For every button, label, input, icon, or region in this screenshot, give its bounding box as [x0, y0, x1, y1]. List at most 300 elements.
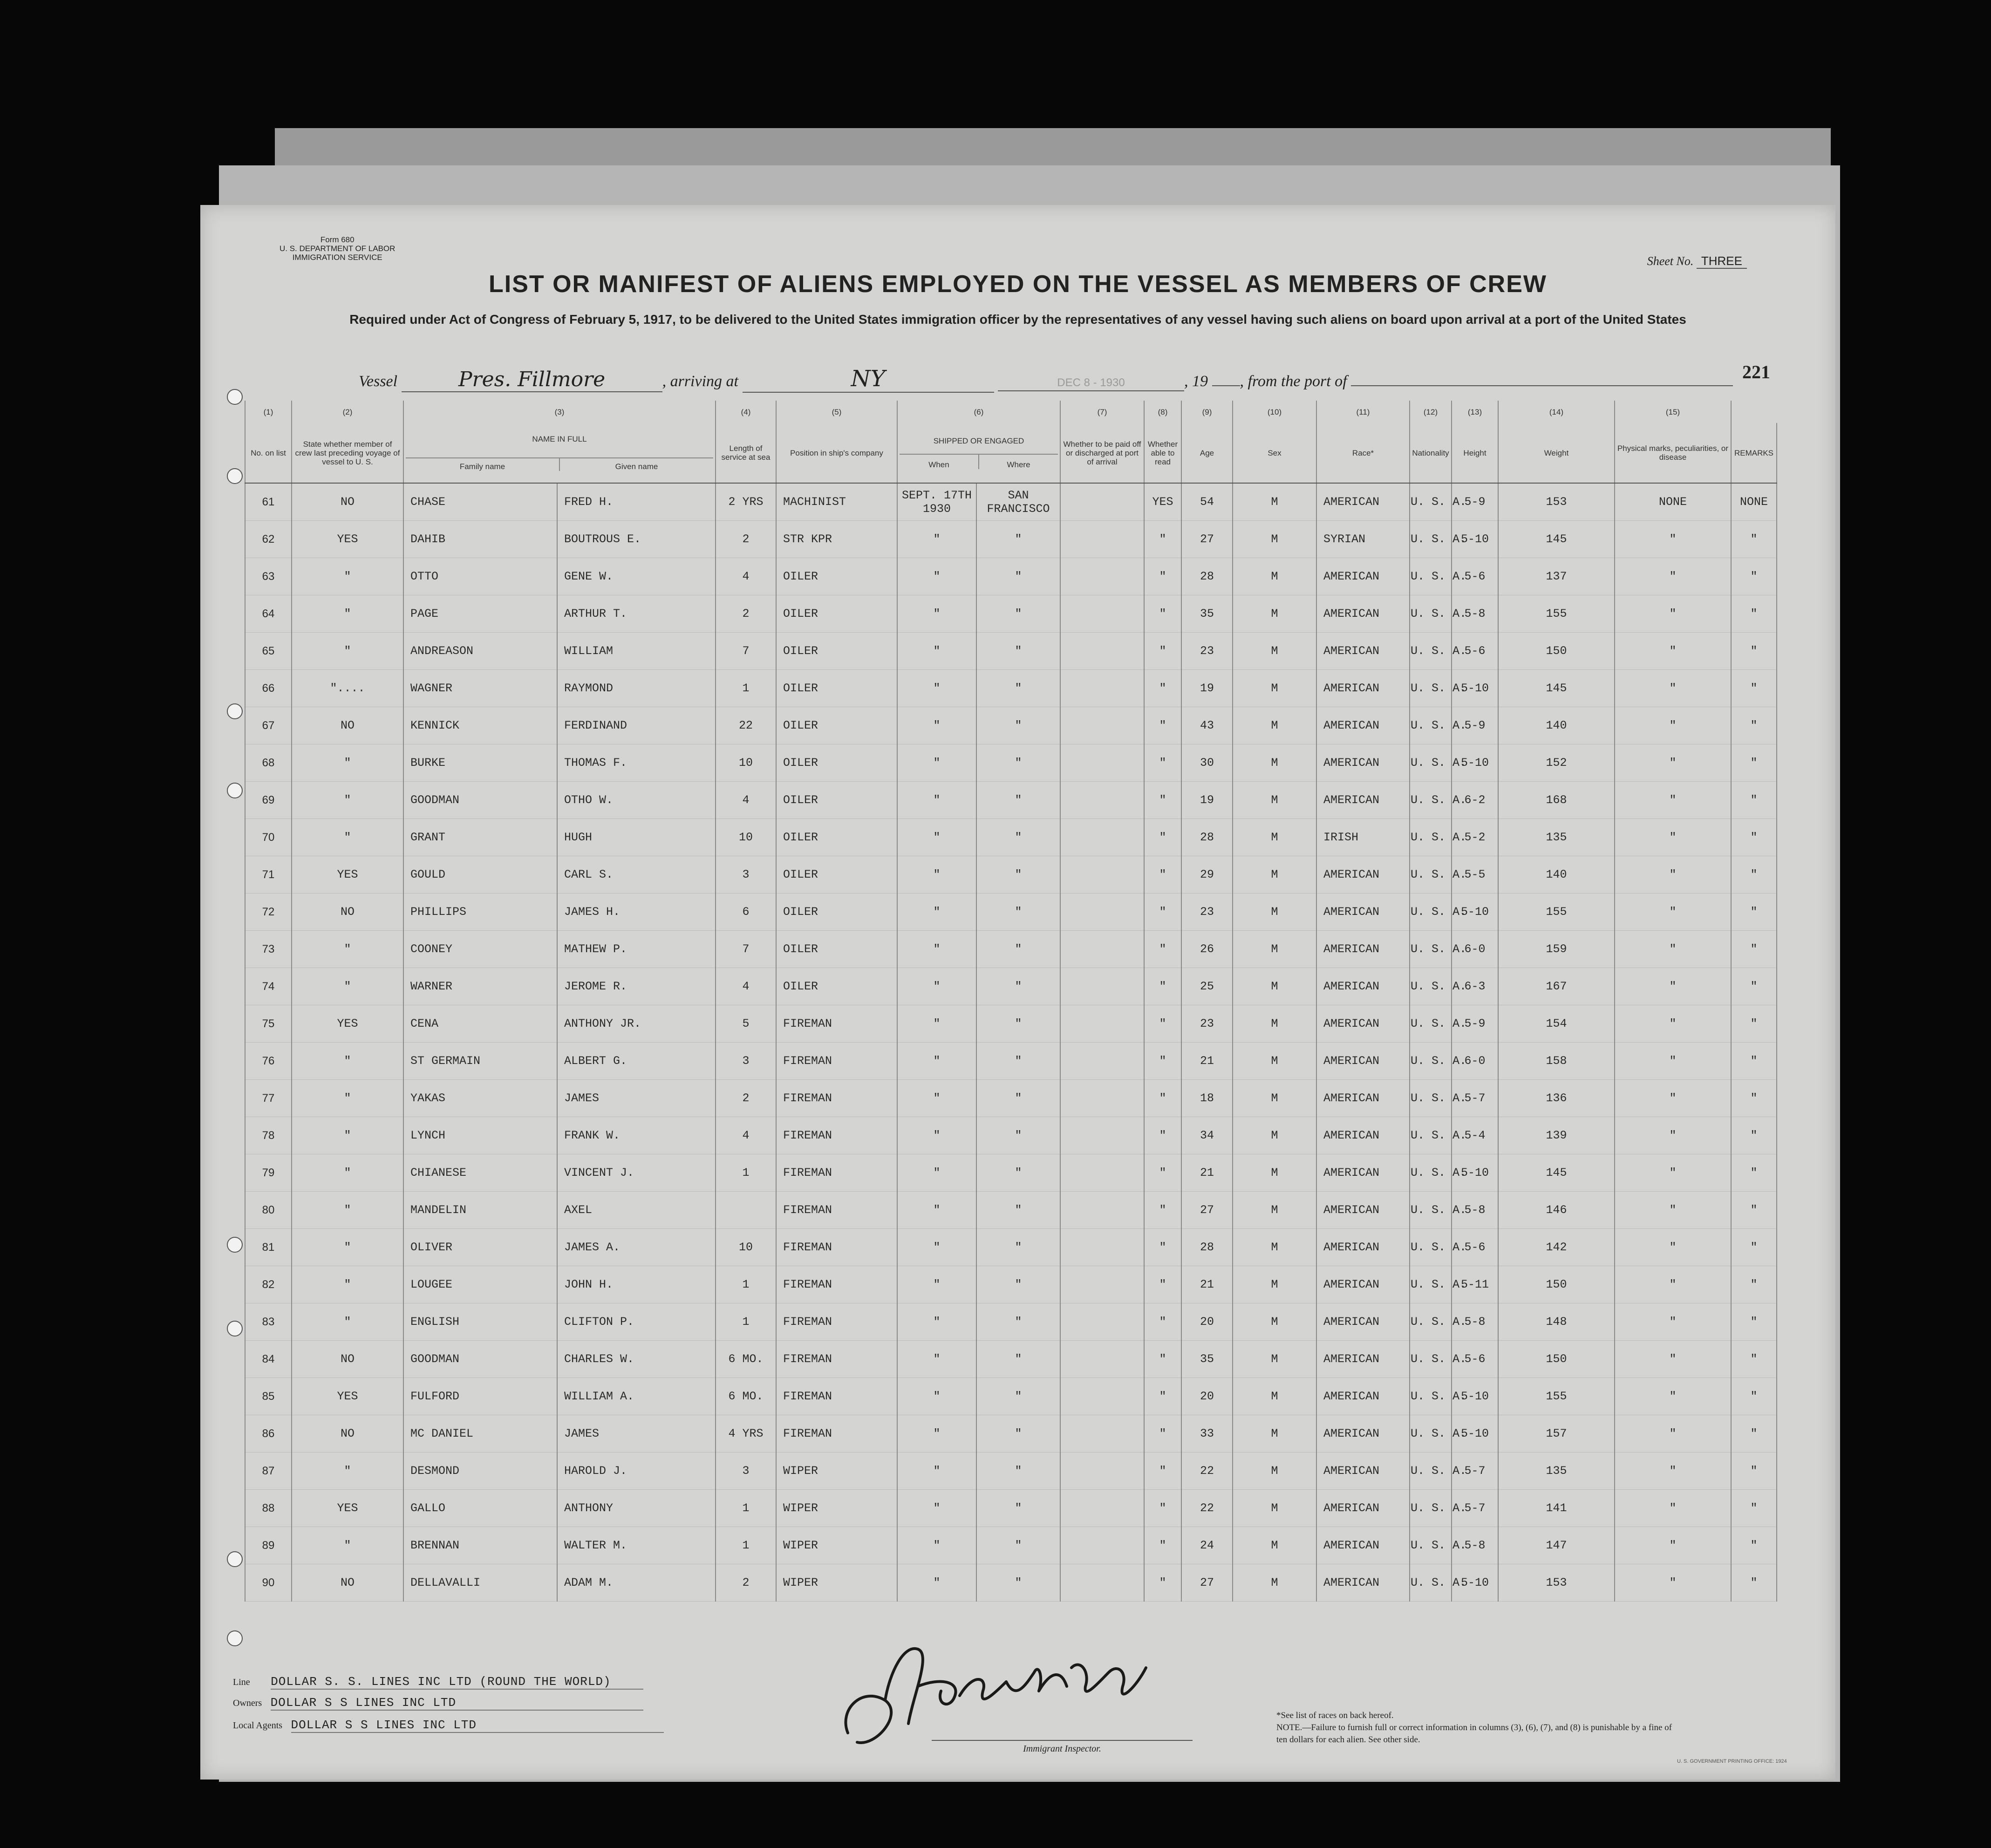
age-cell: 28	[1181, 558, 1233, 595]
nationality-cell: U. S. A.	[1410, 1527, 1452, 1564]
shipped-where-cell: "	[976, 1341, 1060, 1378]
shipped-where-cell: "	[976, 1303, 1060, 1341]
col-num-14: (14)	[1498, 401, 1615, 423]
vessel-line	[359, 366, 1733, 393]
length-of-service-cell: 3	[716, 856, 776, 893]
age-cell: 25	[1181, 968, 1233, 1005]
owners-label: Owners	[233, 1698, 262, 1708]
remarks-cell: "	[1731, 1266, 1777, 1303]
paid-off-cell	[1060, 819, 1144, 856]
family-name-cell: CENA	[403, 1005, 557, 1043]
length-of-service-cell: 4	[716, 1117, 776, 1154]
race-cell: AMERICAN	[1316, 856, 1410, 893]
height-cell: 5-9	[1452, 483, 1498, 521]
service: IMMIGRATION SERVICE	[292, 253, 382, 262]
shipped-where-cell: "	[976, 856, 1060, 893]
sex-cell: M	[1233, 1080, 1316, 1117]
family-name-cell: GRANT	[403, 819, 557, 856]
column-header-row	[245, 423, 1777, 483]
shipped-when-cell: "	[897, 744, 976, 782]
position-cell: WIPER	[776, 1564, 897, 1602]
age-cell: 26	[1181, 931, 1233, 968]
vessel-label: Vessel	[359, 373, 398, 390]
race-cell: AMERICAN	[1316, 1564, 1410, 1602]
list-number-cell: 75	[245, 1005, 292, 1043]
remarks-cell: NONE	[1731, 483, 1777, 521]
given-name-cell: WILLIAM	[557, 633, 716, 670]
family-name-cell: CHASE	[403, 483, 557, 521]
physical-marks-cell: "	[1615, 782, 1731, 819]
shipped-where-cell: "	[976, 1229, 1060, 1266]
length-of-service-cell: 6 MO.	[716, 1341, 776, 1378]
list-number-cell: 62	[245, 521, 292, 558]
shipped-when-cell: "	[897, 1266, 976, 1303]
shipped-when-cell: "	[897, 968, 976, 1005]
age-cell: 22	[1181, 1452, 1233, 1490]
paid-off-cell	[1060, 744, 1144, 782]
shipped-where-cell: "	[976, 1527, 1060, 1564]
shipped-where-cell: "	[976, 1117, 1060, 1154]
physical-marks-cell: "	[1615, 1154, 1731, 1192]
paid-off-cell	[1060, 1303, 1144, 1341]
shipped-when-cell: "	[897, 1080, 976, 1117]
paid-off-cell	[1060, 1229, 1144, 1266]
header-height: Height	[1452, 423, 1498, 483]
shipped-when-cell: "	[897, 1229, 976, 1266]
height-cell: 5-10	[1452, 1378, 1498, 1415]
col-num-1: (1)	[245, 401, 292, 423]
shipped-where-cell: "	[976, 1490, 1060, 1527]
form-identifier	[280, 235, 395, 262]
paid-off-cell	[1060, 1490, 1144, 1527]
member-previous-cell: YES	[292, 856, 403, 893]
physical-marks-cell: "	[1615, 1303, 1731, 1341]
sex-cell: M	[1233, 633, 1316, 670]
weight-cell: 145	[1498, 1154, 1615, 1192]
height-cell: 6-0	[1452, 1043, 1498, 1080]
nationality-cell: U. S. A.	[1410, 1154, 1452, 1192]
header-when: When	[928, 460, 949, 469]
list-number-cell: 67	[245, 707, 292, 744]
given-name-cell: BOUTROUS E.	[557, 521, 716, 558]
table-row	[245, 483, 1777, 521]
remarks-cell: "	[1731, 595, 1777, 633]
list-number-cell: 73	[245, 931, 292, 968]
position-cell: OILER	[776, 856, 897, 893]
weight-cell: 152	[1498, 744, 1615, 782]
col-num-12: (12)	[1410, 401, 1452, 423]
physical-marks-cell: NONE	[1615, 483, 1731, 521]
position-cell: WIPER	[776, 1527, 897, 1564]
header-length-service: Length of service at sea	[716, 423, 776, 483]
position-cell: OILER	[776, 782, 897, 819]
height-cell: 5-10	[1452, 521, 1498, 558]
given-name-cell: WALTER M.	[557, 1527, 716, 1564]
age-cell: 28	[1181, 819, 1233, 856]
paid-off-cell	[1060, 782, 1144, 819]
remarks-cell: "	[1731, 1452, 1777, 1490]
line-label: Line	[233, 1677, 250, 1687]
height-cell: 5-9	[1452, 1005, 1498, 1043]
paid-off-cell	[1060, 1415, 1144, 1452]
physical-marks-cell: "	[1615, 931, 1731, 968]
height-cell: 6-0	[1452, 931, 1498, 968]
shipped-where-cell: "	[976, 558, 1060, 595]
height-cell: 5-11	[1452, 1266, 1498, 1303]
weight-cell: 145	[1498, 521, 1615, 558]
from-label: , from the port of	[1240, 373, 1347, 390]
length-of-service-cell: 4 YRS	[716, 1415, 776, 1452]
race-cell: AMERICAN	[1316, 1452, 1410, 1490]
paid-off-cell	[1060, 1154, 1144, 1192]
remarks-cell: "	[1731, 670, 1777, 707]
race-cell: IRISH	[1316, 819, 1410, 856]
height-cell: 5-10	[1452, 744, 1498, 782]
able-to-read-cell: "	[1144, 856, 1181, 893]
nationality-cell: U. S. A.	[1410, 521, 1452, 558]
length-of-service-cell: 1	[716, 1303, 776, 1341]
physical-marks-cell: "	[1615, 1527, 1731, 1564]
able-to-read-cell: "	[1144, 595, 1181, 633]
col-num-6: (6)	[897, 401, 1060, 423]
height-cell: 5-10	[1452, 1154, 1498, 1192]
race-cell: SYRIAN	[1316, 521, 1410, 558]
given-name-cell: JEROME R.	[557, 968, 716, 1005]
sex-cell: M	[1233, 1452, 1316, 1490]
given-name-cell: FRANK W.	[557, 1117, 716, 1154]
position-cell: FIREMAN	[776, 1415, 897, 1452]
binder-hole	[227, 1237, 243, 1253]
shipped-when-cell: "	[897, 1303, 976, 1341]
list-number-cell: 82	[245, 1266, 292, 1303]
list-number-cell: 68	[245, 744, 292, 782]
col-num-8: (8)	[1144, 401, 1181, 423]
race-cell: AMERICAN	[1316, 1005, 1410, 1043]
shipped-when-cell: "	[897, 1415, 976, 1452]
header-sex: Sex	[1233, 423, 1316, 483]
list-number-cell: 85	[245, 1378, 292, 1415]
race-cell: AMERICAN	[1316, 1378, 1410, 1415]
header-shipped-label: SHIPPED OR ENGAGED	[900, 436, 1058, 455]
given-name-cell: ARTHUR T.	[557, 595, 716, 633]
sex-cell: M	[1233, 1043, 1316, 1080]
weight-cell: 150	[1498, 633, 1615, 670]
given-name-cell: RAYMOND	[557, 670, 716, 707]
family-name-cell: MANDELIN	[403, 1192, 557, 1229]
height-cell: 5-8	[1452, 1527, 1498, 1564]
remarks-cell: "	[1731, 1490, 1777, 1527]
race-cell: AMERICAN	[1316, 1303, 1410, 1341]
shipped-when-cell: "	[897, 521, 976, 558]
race-cell: AMERICAN	[1316, 1080, 1410, 1117]
list-number-cell: 86	[245, 1415, 292, 1452]
position-cell: FIREMAN	[776, 1192, 897, 1229]
shipped-where-cell: "	[976, 1043, 1060, 1080]
family-name-cell: ST GERMAIN	[403, 1043, 557, 1080]
able-to-read-cell: "	[1144, 1452, 1181, 1490]
paid-off-cell	[1060, 1005, 1144, 1043]
physical-marks-cell: "	[1615, 595, 1731, 633]
list-number-cell: 79	[245, 1154, 292, 1192]
nationality-cell: U. S. A.	[1410, 1080, 1452, 1117]
position-cell: FIREMAN	[776, 1229, 897, 1266]
nationality-cell: U. S. A.	[1410, 707, 1452, 744]
length-of-service-cell: 1	[716, 1154, 776, 1192]
physical-marks-cell: "	[1615, 1192, 1731, 1229]
race-cell: AMERICAN	[1316, 1043, 1410, 1080]
remarks-cell: "	[1731, 968, 1777, 1005]
agents-value: DOLLAR S S LINES INC LTD	[291, 1718, 664, 1733]
signature-graphic	[820, 1616, 1165, 1756]
shipped-where-cell: "	[976, 1266, 1060, 1303]
sex-cell: M	[1233, 1341, 1316, 1378]
nationality-cell: U. S. A.	[1410, 1490, 1452, 1527]
length-of-service-cell: 10	[716, 819, 776, 856]
crew-rows	[245, 483, 1777, 1602]
able-to-read-cell: "	[1144, 1192, 1181, 1229]
footer-agents	[233, 1718, 664, 1733]
family-name-cell: BRENNAN	[403, 1527, 557, 1564]
age-cell: 21	[1181, 1266, 1233, 1303]
shipped-where-cell: "	[976, 1080, 1060, 1117]
given-name-cell: GENE W.	[557, 558, 716, 595]
race-cell: AMERICAN	[1316, 707, 1410, 744]
nationality-cell: U. S. A.	[1410, 483, 1452, 521]
shipped-when-cell: "	[897, 819, 976, 856]
member-previous-cell: "	[292, 782, 403, 819]
list-number-cell: 88	[245, 1490, 292, 1527]
shipped-where-cell: "	[976, 893, 1060, 931]
list-number-cell: 87	[245, 1452, 292, 1490]
member-previous-cell: "	[292, 1266, 403, 1303]
race-cell: AMERICAN	[1316, 558, 1410, 595]
nationality-cell: U. S. A.	[1410, 558, 1452, 595]
race-cell: AMERICAN	[1316, 1229, 1410, 1266]
physical-marks-cell: "	[1615, 1080, 1731, 1117]
length-of-service-cell: 3	[716, 1452, 776, 1490]
physical-marks-cell: "	[1615, 558, 1731, 595]
table-row	[245, 1005, 1777, 1043]
sex-cell: M	[1233, 670, 1316, 707]
given-name-cell: OTHO W.	[557, 782, 716, 819]
position-cell: OILER	[776, 670, 897, 707]
paid-off-cell	[1060, 1192, 1144, 1229]
age-cell: 19	[1181, 670, 1233, 707]
shipped-where-cell: "	[976, 670, 1060, 707]
family-name-cell: OTTO	[403, 558, 557, 595]
length-of-service-cell: 10	[716, 1229, 776, 1266]
family-name-cell: PAGE	[403, 595, 557, 633]
given-name-cell: JAMES H.	[557, 893, 716, 931]
position-cell: FIREMAN	[776, 1378, 897, 1415]
crew-manifest-table	[245, 401, 1777, 1602]
able-to-read-cell: "	[1144, 558, 1181, 595]
shipped-where-cell: "	[976, 1192, 1060, 1229]
remarks-cell: "	[1731, 1080, 1777, 1117]
member-previous-cell: "	[292, 744, 403, 782]
weight-cell: 155	[1498, 595, 1615, 633]
shipped-when-cell: "	[897, 633, 976, 670]
height-cell: 5-7	[1452, 1080, 1498, 1117]
physical-marks-cell: "	[1615, 968, 1731, 1005]
given-name-cell: WILLIAM A.	[557, 1378, 716, 1415]
member-previous-cell: "	[292, 1303, 403, 1341]
note-text: NOTE.—Failure to furnish full or correct information in columns (3), (6), (7), and (8) is punishable by a fine of ten dollars for each alien. See other side.	[1276, 1723, 1672, 1745]
given-name-cell: JOHN H.	[557, 1266, 716, 1303]
remarks-cell: "	[1731, 744, 1777, 782]
shipped-where-cell: "	[976, 633, 1060, 670]
sex-cell: M	[1233, 782, 1316, 819]
table-row	[245, 931, 1777, 968]
race-cell: AMERICAN	[1316, 931, 1410, 968]
position-cell: OILER	[776, 968, 897, 1005]
family-name-cell: ENGLISH	[403, 1303, 557, 1341]
shipped-where-cell: "	[976, 595, 1060, 633]
length-of-service-cell: 2	[716, 1080, 776, 1117]
physical-marks-cell: "	[1615, 819, 1731, 856]
shipped-where-cell: "	[976, 782, 1060, 819]
weight-cell: 157	[1498, 1415, 1615, 1452]
weight-cell: 141	[1498, 1490, 1615, 1527]
height-cell: 6-2	[1452, 782, 1498, 819]
list-number-cell: 65	[245, 633, 292, 670]
length-of-service-cell: 1	[716, 1527, 776, 1564]
paid-off-cell	[1060, 633, 1144, 670]
table-row	[245, 1117, 1777, 1154]
paid-off-cell	[1060, 931, 1144, 968]
list-number-cell: 72	[245, 893, 292, 931]
header-physical-marks: Physical marks, peculiarities, or disease	[1615, 423, 1731, 483]
list-number-cell: 83	[245, 1303, 292, 1341]
physical-marks-cell: "	[1615, 856, 1731, 893]
sex-cell: M	[1233, 1266, 1316, 1303]
able-to-read-cell: "	[1144, 1080, 1181, 1117]
note-races: *See list of races on back hereof.	[1276, 1711, 1394, 1720]
shipped-where-cell: "	[976, 744, 1060, 782]
sex-cell: M	[1233, 483, 1316, 521]
paid-off-cell	[1060, 1043, 1144, 1080]
inspector-signature	[820, 1616, 1165, 1759]
weight-cell: 153	[1498, 1564, 1615, 1602]
binder-hole	[227, 468, 243, 484]
able-to-read-cell: "	[1144, 1154, 1181, 1192]
family-name-cell: GALLO	[403, 1490, 557, 1527]
weight-cell: 167	[1498, 968, 1615, 1005]
position-cell: WIPER	[776, 1490, 897, 1527]
position-cell: FIREMAN	[776, 1005, 897, 1043]
able-to-read-cell: "	[1144, 968, 1181, 1005]
paid-off-cell	[1060, 1378, 1144, 1415]
member-previous-cell: "....	[292, 670, 403, 707]
remarks-cell: "	[1731, 931, 1777, 968]
shipped-when-cell: "	[897, 1564, 976, 1602]
member-previous-cell: "	[292, 1527, 403, 1564]
member-previous-cell: YES	[292, 1490, 403, 1527]
shipped-when-cell: "	[897, 856, 976, 893]
weight-cell: 150	[1498, 1341, 1615, 1378]
table-row	[245, 595, 1777, 633]
weight-cell: 154	[1498, 1005, 1615, 1043]
member-previous-cell: NO	[292, 893, 403, 931]
shipped-when-cell: "	[897, 1490, 976, 1527]
col-num-7: (7)	[1060, 401, 1144, 423]
height-cell: 5-10	[1452, 893, 1498, 931]
nationality-cell: U. S. A.	[1410, 1043, 1452, 1080]
family-name-cell: ANDREASON	[403, 633, 557, 670]
nationality-cell: U. S. A.	[1410, 968, 1452, 1005]
family-name-cell: KENNICK	[403, 707, 557, 744]
race-cell: AMERICAN	[1316, 1117, 1410, 1154]
physical-marks-cell: "	[1615, 1490, 1731, 1527]
able-to-read-cell: "	[1144, 1378, 1181, 1415]
nationality-cell: U. S. A.	[1410, 744, 1452, 782]
nationality-cell: U. S. A.	[1410, 1005, 1452, 1043]
member-previous-cell: "	[292, 633, 403, 670]
shipped-when-cell: "	[897, 1527, 976, 1564]
given-name-cell: HAROLD J.	[557, 1452, 716, 1490]
col-num-5: (5)	[776, 401, 897, 423]
physical-marks-cell: "	[1615, 1378, 1731, 1415]
table-row	[245, 968, 1777, 1005]
inspector-label: Immigrant Inspector.	[932, 1740, 1193, 1754]
sex-cell: M	[1233, 1154, 1316, 1192]
remarks-cell: "	[1731, 1527, 1777, 1564]
year-label: , 19	[1184, 373, 1208, 390]
list-number-cell: 77	[245, 1080, 292, 1117]
table-row	[245, 521, 1777, 558]
header-remarks: REMARKS	[1731, 423, 1777, 483]
physical-marks-cell: "	[1615, 1005, 1731, 1043]
nationality-cell: U. S. A.	[1410, 1341, 1452, 1378]
member-previous-cell: NO	[292, 1415, 403, 1452]
binder-hole	[227, 389, 243, 405]
age-cell: 23	[1181, 1005, 1233, 1043]
nationality-cell: U. S. A.	[1410, 1378, 1452, 1415]
nationality-cell: U. S. A.	[1410, 893, 1452, 931]
list-number-cell: 74	[245, 968, 292, 1005]
paid-off-cell	[1060, 1117, 1144, 1154]
weight-cell: 147	[1498, 1527, 1615, 1564]
shipped-when-cell: "	[897, 782, 976, 819]
footer-owners	[233, 1696, 643, 1711]
table-row	[245, 1080, 1777, 1117]
remarks-cell: "	[1731, 1154, 1777, 1192]
given-name-cell: THOMAS F.	[557, 744, 716, 782]
list-number-cell: 61	[245, 483, 292, 521]
sex-cell: M	[1233, 1192, 1316, 1229]
position-cell: FIREMAN	[776, 1303, 897, 1341]
length-of-service-cell: 2	[716, 521, 776, 558]
physical-marks-cell: "	[1615, 1415, 1731, 1452]
height-cell: 5-10	[1452, 1415, 1498, 1452]
sheet-value: THREE	[1697, 254, 1747, 269]
length-of-service-cell: 7	[716, 633, 776, 670]
table-row	[245, 1378, 1777, 1415]
nationality-cell: U. S. A.	[1410, 1415, 1452, 1452]
member-previous-cell: "	[292, 558, 403, 595]
header-nationality: Nationality	[1410, 423, 1452, 483]
able-to-read-cell: "	[1144, 707, 1181, 744]
binder-hole	[227, 1321, 243, 1337]
sex-cell: M	[1233, 744, 1316, 782]
manifest-number: 221	[1742, 361, 1770, 382]
shipped-when-cell: SEPT. 17TH 1930	[897, 483, 976, 521]
table-row	[245, 744, 1777, 782]
binder-hole	[227, 1630, 243, 1646]
weight-cell: 140	[1498, 856, 1615, 893]
family-name-cell: GOULD	[403, 856, 557, 893]
list-number-cell: 63	[245, 558, 292, 595]
